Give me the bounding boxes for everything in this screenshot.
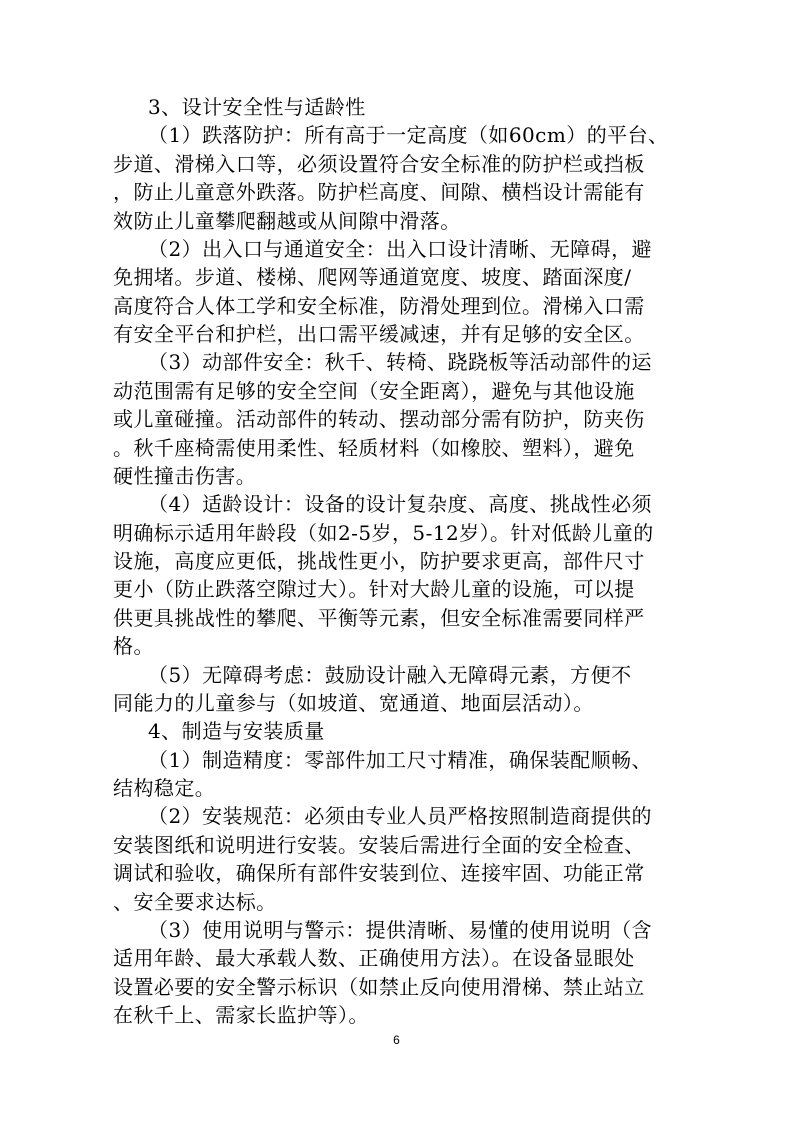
page-number: 6 bbox=[393, 1033, 400, 1047]
paragraph-line: 设施，高度应更低，挑战性更小，防护要求更高，部件尺寸 bbox=[113, 549, 645, 573]
paragraph-line: 更小（防止跌落空隙过大）。针对大龄儿童的设施，可以提 bbox=[113, 577, 635, 601]
paragraph-line: 同能力的儿童参与（如坡道、宽通道、地面层活动）。 bbox=[113, 691, 594, 715]
paragraph-line: 在秋千上、需家长监护等）。 bbox=[113, 1003, 369, 1027]
paragraph-line: 供更具挑战性的攀爬、平衡等元素，但安全标准需要同样严 bbox=[113, 606, 645, 630]
paragraph-line: 适用年龄、最大承载人数、正确使用方法）。在设备显眼处 bbox=[113, 946, 635, 970]
paragraph-line: （5）无障碍考虑：鼓励设计融入无障碍元素，方便不 bbox=[148, 663, 632, 687]
paragraph-line: （3）动部件安全：秋千、转椅、跷跷板等活动部件的运 bbox=[148, 350, 652, 374]
paragraph-line: 动范围需有足够的安全空间（安全距离），避免与其他设施 bbox=[113, 379, 635, 403]
paragraph-line: （3）使用说明与警示：提供清晰、易懂的使用说明（含 bbox=[148, 918, 652, 942]
paragraph-line: （1）制造精度：零部件加工尺寸精准，确保装配顺畅、 bbox=[148, 748, 652, 772]
section-heading: 3、设计安全性与适龄性 bbox=[148, 95, 366, 119]
paragraph-line: 硬性撞击伤害。 bbox=[113, 464, 257, 488]
paragraph-line: 调试和验收，确保所有部件安装到位、连接牢固、功能正常 bbox=[113, 861, 645, 885]
paragraph-line: 明确标示适用年龄段（如2-5岁，5-12岁）。针对低龄儿童的 bbox=[113, 521, 654, 545]
paragraph-line: 高度符合人体工学和安全标准，防滑处理到位。滑梯入口需 bbox=[113, 294, 645, 318]
paragraph-line: 步道、滑梯入口等，必须设置符合安全标准的防护栏或挡板 bbox=[113, 152, 645, 176]
paragraph-line: 结构稳定。 bbox=[113, 776, 216, 800]
paragraph-line: ，防止儿童意外跌落。防护栏高度、间隙、横档设计需能有 bbox=[113, 180, 645, 204]
section-heading: 4、制造与安装质量 bbox=[148, 719, 325, 743]
paragraph-line: 设置必要的安全警示标识（如禁止反向使用滑梯、禁止站立 bbox=[113, 975, 645, 999]
paragraph-line: 免拥堵。步道、楼梯、爬网等通道宽度、坡度、踏面深度/ bbox=[113, 265, 632, 289]
paragraph-line: （2）出入口与通道安全：出入口设计清晰、无障碍，避 bbox=[148, 237, 652, 261]
paragraph-line: 、安全要求达标。 bbox=[113, 890, 277, 914]
paragraph-line: 安装图纸和说明进行安装。安装后需进行全面的安全检查、 bbox=[113, 833, 645, 857]
paragraph-line: 或儿童碰撞。活动部件的转动、摆动部分需有防护，防夹伤 bbox=[113, 407, 645, 431]
paragraph-line: 格。 bbox=[113, 634, 154, 658]
paragraph-line: 。秋千座椅需使用柔性、轻质材料（如橡胶、塑料），避免 bbox=[113, 436, 635, 460]
paragraph-line: 效防止儿童攀爬翻越或从间隙中滑落。 bbox=[113, 209, 461, 233]
paragraph-line: 有安全平台和护栏，出口需平缓减速，并有足够的安全区。 bbox=[113, 322, 645, 346]
paragraph-line: （2）安装规范：必须由专业人员严格按照制造商提供的 bbox=[148, 804, 652, 828]
paragraph-line: （1）跌落防护：所有高于一定高度（如60cm）的平台、 bbox=[148, 123, 669, 147]
paragraph-line: （4）适龄设计：设备的设计复杂度、高度、挑战性必须 bbox=[148, 492, 652, 516]
